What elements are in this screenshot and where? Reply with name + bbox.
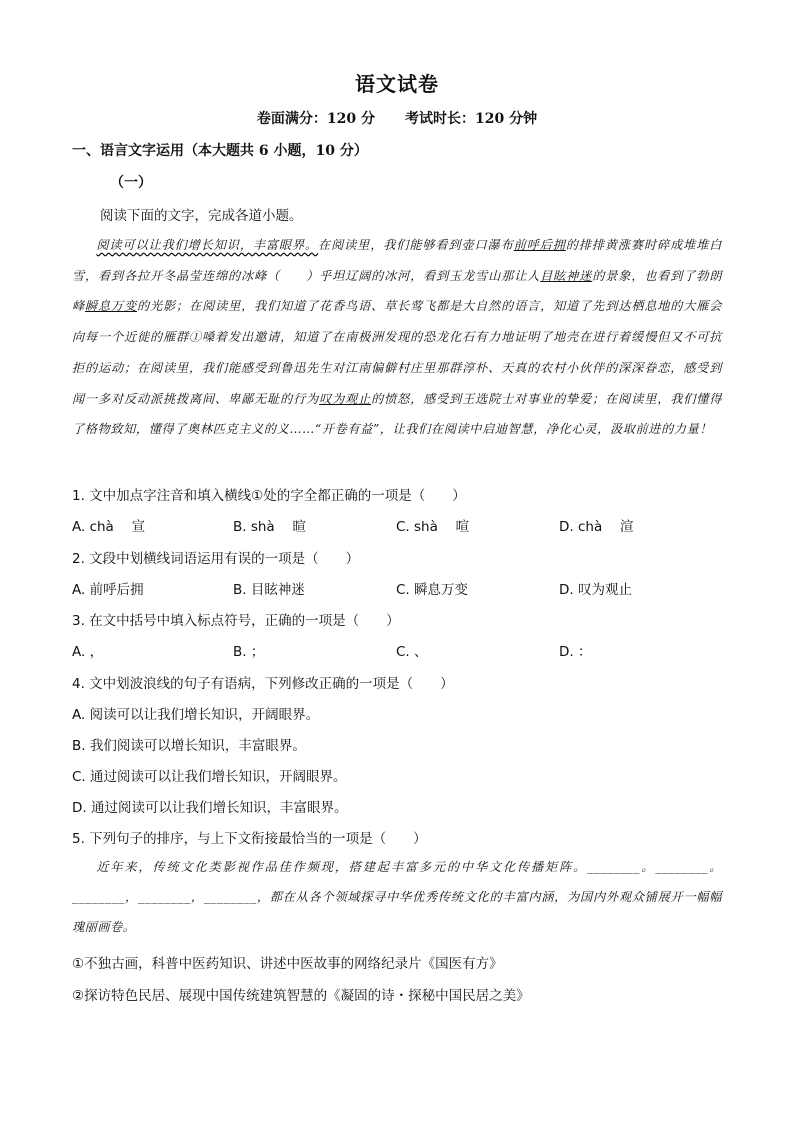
subsection-heading: （一） [110, 175, 152, 191]
passage-text: 的光影；在阅读里，我们知道了花香鸟语、草长莺飞都是大自然的语言，知道了先到达栖息地的大雁会向每一个近徙的雁群①嗓着发出邀请，知道了在南极洲发现的恐龙化石有力地证明了地壳在进行着缓慢但又不可抗拒的运动；在阅读里，我们能感受到鲁迅先生对江南偏僻村庄里那群淳朴、天真的农村小伙伴的深深眷恋，感受到闻一多对反动派挑拨离间、卑鄙无耻的行为 [72, 299, 723, 406]
underlined-word: 前呼后拥 [513, 238, 566, 252]
underlined-word: 叹为观止 [319, 391, 372, 406]
option-a: A. 前呼后拥 [72, 582, 144, 598]
option-b: B. ； [233, 644, 265, 660]
reading-instruction: 阅读下面的文字，完成各道小题。 [100, 208, 303, 224]
choice-b: B. 我们阅读可以增长知识，丰富眼界。 [72, 738, 306, 754]
option-d: D. chà 渲 [559, 519, 634, 535]
exam-duration: 考试时长：120 分钟 [405, 111, 538, 127]
question-stem: 1. 文中加点字注音和填入横线①处的字全都正确的一项是（ ） [72, 488, 466, 504]
passage-text: 的愤怒，感受到王选院士对事业的挚爱；在阅读里，我们懂得了格物致知，懂得了奥林匹克主义的义……“开卷有益”，让我们在阅读中启迪智慧，净化心灵，汲取前进的力量！ [72, 391, 723, 437]
option-c: C. shà 喧 [396, 519, 470, 535]
underlined-word: 目眩神迷 [540, 268, 593, 283]
question-stem: 2. 文段中划横线词语运用有误的一项是（ ） [72, 551, 360, 567]
passage-text: 的景象，也看到了勃朗峰 [72, 268, 723, 314]
option-d: D. ： [559, 644, 592, 660]
option-c: C. 、 [396, 644, 428, 660]
option-row [72, 515, 732, 535]
exam-meta [0, 108, 794, 128]
choice-c: C. 通过阅读可以让我们增长知识，开阔眼界。 [72, 769, 347, 785]
choice-d: D. 通过阅读可以让我们增长知识，丰富眼界。 [72, 800, 348, 816]
option-row [72, 640, 732, 660]
option-d: D. 叹为观止 [559, 582, 632, 598]
option-c: C. 瞬息万变 [396, 582, 469, 598]
question-stem: 4. 文中划波浪线的句子有语病，下列修改正确的一项是（ ） [72, 676, 454, 692]
option-row [72, 578, 732, 598]
option-a: A. ， [72, 644, 104, 660]
page-title: 语文试卷 [355, 72, 439, 96]
option-b: B. 目眩神迷 [233, 582, 305, 598]
reading-passage [72, 230, 722, 445]
question-stem: 5. 下列句子的排序，与上下文衔接最恰当的一项是（ ） [72, 831, 427, 847]
section-heading: 一、语言文字运用（本大题共 6 小题，10 分） [72, 143, 368, 159]
full-score: 卷面满分：120 分 [256, 111, 375, 127]
passage-text: 的排排黄涨赛时碎成堆堆白雪，看到各拉开冬晶莹连绵的冰峰（ ）乎坦辽阔的冰河，看到玉龙雪山那让人 [72, 238, 722, 283]
wavy-sentence: 阅读可以让我们增长知识，丰富眼界。 [96, 238, 319, 252]
question-stem: 3. 在文中括号中填入标点符号，正确的一项是（ ） [72, 613, 400, 629]
passage-text: 在阅读里，我们能够看到壶口瀑布 [318, 238, 514, 252]
sentence-item: ①不独古画，科普中医药知识、讲述中医故事的网络纪录片《国医有方》 [72, 956, 503, 972]
option-b: B. shà 暄 [233, 519, 306, 535]
sentence-item: ②探访特色民居、展现中国传统建筑智慧的《凝固的诗・探秘中国民居之美》 [72, 988, 530, 1004]
option-a: A. chà 宣 [72, 519, 146, 535]
question-passage: 近年来，传统文化类影视作品佳作频现，搭建起丰富多元的中华文化传播矩阵。________。________。________，________，________，都在从各个领域探寻中华优秀传统文化的丰富内涵，为国内外观众铺展开一幅幅瑰丽画卷。 [72, 860, 722, 934]
choice-a: A. 阅读可以让我们增长知识，开阔眼界。 [72, 707, 320, 723]
underlined-word: 瞬息万变 [85, 299, 138, 314]
